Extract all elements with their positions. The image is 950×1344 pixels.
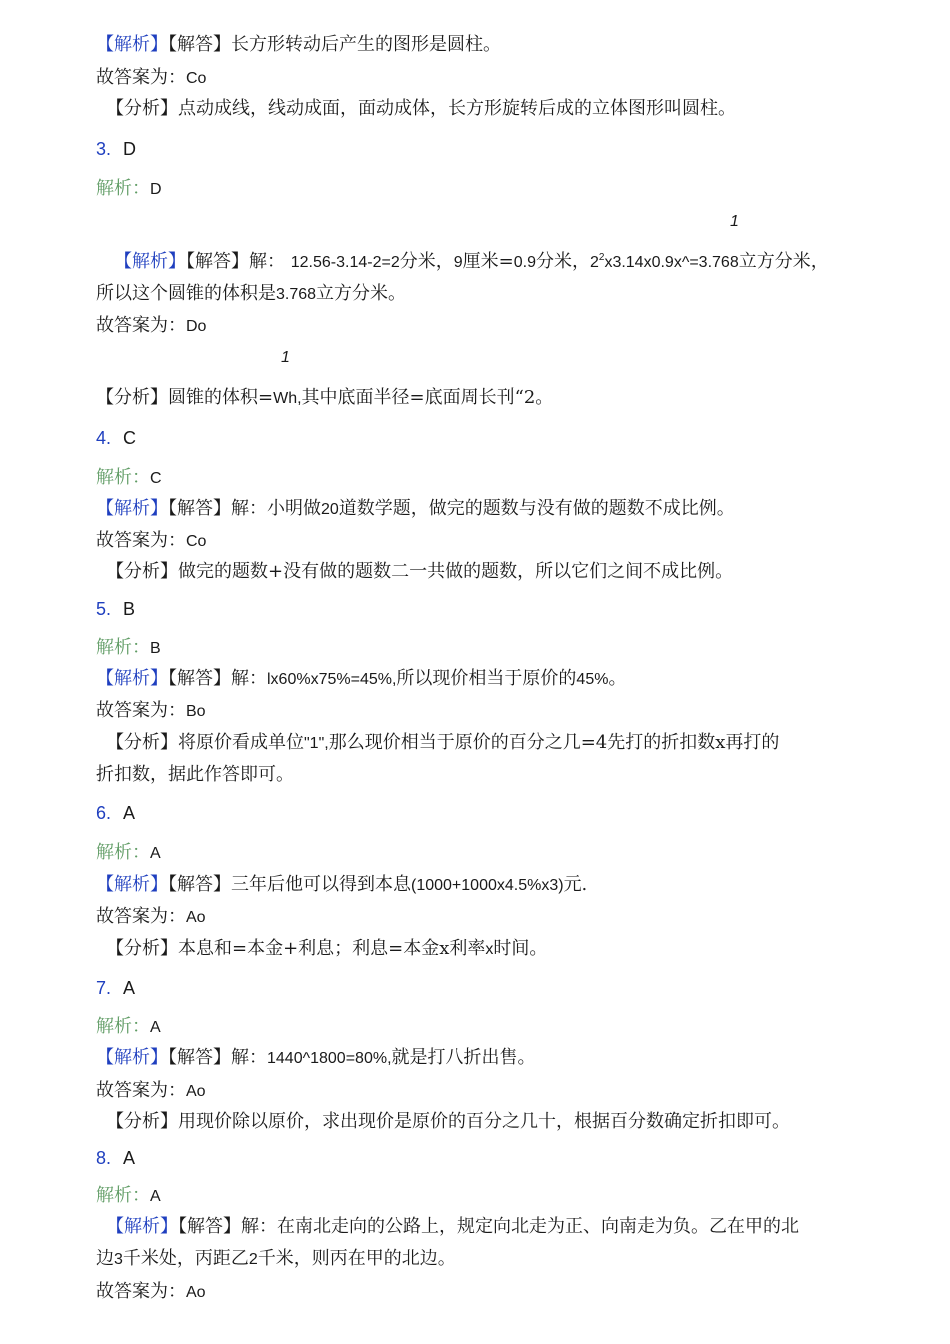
text: 元. bbox=[563, 874, 588, 895]
jiexi-value: A bbox=[150, 845, 161, 862]
question-number: 3. bbox=[96, 139, 112, 159]
q3-jieda-line2 bbox=[96, 282, 406, 307]
question-number: 8. bbox=[96, 1148, 112, 1168]
text: 道数学题，做完的题数与没有做的题数不成比例。 bbox=[338, 498, 735, 519]
q7-heading bbox=[96, 976, 135, 1001]
text: 解：在南北走向的公路上，规定向北走为正、向南走为负。乙在甲的北 bbox=[241, 1216, 799, 1237]
jiexi-tag: 【解析】 bbox=[96, 34, 168, 55]
jieda-tag: 【解答】 bbox=[178, 1216, 241, 1237]
q7-jiexi-line bbox=[96, 1015, 161, 1040]
q8-heading bbox=[96, 1146, 135, 1171]
jiexi-tag: 【解析】 bbox=[106, 1216, 178, 1237]
math-number: 0.9 bbox=[513, 254, 536, 271]
math-number: 3 bbox=[114, 1251, 123, 1268]
jiexi-label: 解析： bbox=[96, 1016, 150, 1037]
text: 千米处，丙距乙 bbox=[122, 1248, 249, 1269]
q6-answer-line bbox=[96, 905, 206, 930]
q5-jieda-line bbox=[96, 667, 626, 692]
q4-fenxi-line bbox=[106, 560, 733, 584]
math-expr: x3.14x0.9x^=3.768 bbox=[604, 254, 739, 271]
math-number: 2 bbox=[589, 254, 599, 271]
question-number: 4. bbox=[96, 428, 112, 448]
superscript: 2 bbox=[598, 252, 605, 263]
unit-text: 立方分米， bbox=[738, 251, 829, 272]
answer-value: Co bbox=[186, 533, 207, 550]
jiexi-tag: 【解析】 bbox=[96, 498, 168, 519]
q5-fenxi-line bbox=[106, 731, 779, 756]
text: 圆锥的体积= bbox=[168, 387, 274, 408]
fenxi-text: 做完的题数+没有做的题数二一共做的题数，所以它们之间不成比例。 bbox=[178, 561, 734, 582]
answer-prefix: 故答案为： bbox=[96, 700, 186, 721]
fenxi-tag: 【分析】 bbox=[106, 732, 178, 753]
fenxi-tag: 【分析】 bbox=[106, 561, 178, 582]
question-number: 7. bbox=[96, 978, 112, 998]
q8-jieda-line bbox=[106, 1215, 799, 1239]
q4-heading bbox=[96, 426, 136, 451]
jiexi-label: 解析： bbox=[96, 178, 150, 199]
answer-value: Ao bbox=[186, 909, 206, 926]
answer-value: Do bbox=[186, 318, 207, 335]
q5-fenxi-line2 bbox=[96, 763, 294, 787]
jiexi-tag: 【解析】 bbox=[96, 1047, 168, 1068]
question-answer-letter: C bbox=[123, 428, 137, 448]
jiexi-value: A bbox=[150, 1019, 161, 1036]
jiexi-tag: 【解析】 bbox=[114, 251, 186, 272]
q2-answer-line bbox=[96, 66, 206, 91]
question-number: 6. bbox=[96, 803, 112, 823]
question-number: 5. bbox=[96, 599, 112, 619]
math-expr: 1440^1800=80%, bbox=[267, 1050, 392, 1067]
jieda-tag: 【解答】 bbox=[168, 1047, 231, 1068]
jieda-tag: 【解答】 bbox=[168, 874, 231, 895]
q8-answer-line bbox=[96, 1280, 206, 1305]
q8-jiexi-line bbox=[96, 1184, 161, 1209]
fenxi-text: 用现价除以原价，求出现价是原价的百分之几十，根据百分数确定折扣即可。 bbox=[178, 1111, 790, 1132]
unit-text: 分米， bbox=[535, 251, 590, 272]
math-symbol: x bbox=[485, 941, 494, 958]
jieda-prefix: 解： bbox=[249, 251, 285, 272]
text: 将原价看成单位 bbox=[178, 732, 304, 753]
answer-prefix: 故答案为： bbox=[96, 315, 186, 336]
answer-value: Ao bbox=[186, 1284, 206, 1301]
question-answer-letter: A bbox=[123, 803, 136, 823]
jiexi-label: 解析： bbox=[96, 637, 150, 658]
q3-answer-line bbox=[96, 314, 206, 339]
jiexi-value: C bbox=[150, 470, 162, 487]
q3-jieda-line bbox=[114, 250, 829, 275]
text: 时间。 bbox=[493, 938, 548, 959]
jiexi-label: 解析： bbox=[96, 1185, 150, 1206]
q8-jieda-line2 bbox=[96, 1247, 456, 1272]
fenxi-tag: 【分析】 bbox=[106, 98, 178, 119]
math-number: 9 bbox=[453, 254, 463, 271]
fraction-numerator: 1 bbox=[281, 349, 290, 366]
q2-jieda-line bbox=[96, 33, 501, 57]
jiexi-value: D bbox=[150, 181, 162, 198]
text: 。 bbox=[608, 668, 627, 689]
text: 千米，则丙在甲的北边。 bbox=[257, 1248, 456, 1269]
q6-jiexi-line bbox=[96, 841, 161, 866]
question-answer-letter: A bbox=[123, 978, 136, 998]
q4-answer-line bbox=[96, 529, 206, 554]
q4-jiexi-line bbox=[96, 466, 162, 491]
q6-fenxi-line bbox=[106, 937, 547, 962]
answer-prefix: 故答案为： bbox=[96, 530, 186, 551]
jieda-tag: 【解答】 bbox=[168, 34, 231, 55]
q5-heading bbox=[96, 597, 135, 622]
q7-fenxi-line bbox=[106, 1110, 790, 1134]
math-number: 3.768 bbox=[276, 286, 317, 303]
q7-answer-line bbox=[96, 1079, 206, 1104]
text: 所以现价相当于原价的 bbox=[396, 668, 577, 689]
q5-answer-line bbox=[96, 699, 206, 724]
answer-prefix: 故答案为： bbox=[96, 906, 186, 927]
text: 其中底面半径=底面周长刊“2。 bbox=[301, 387, 554, 408]
fenxi-tag: 【分析】 bbox=[106, 1111, 178, 1132]
text: 解： bbox=[231, 1047, 267, 1068]
math-expr: (1000+1000x4.5%x3) bbox=[411, 877, 564, 894]
math-number: 45% bbox=[576, 671, 609, 688]
q6-heading bbox=[96, 801, 135, 826]
answer-value: Ao bbox=[186, 1083, 206, 1100]
text: 所以这个圆锥的体积是 bbox=[96, 283, 276, 304]
question-answer-letter: A bbox=[123, 1148, 136, 1168]
jiexi-label: 解析： bbox=[96, 842, 150, 863]
fraction-numerator: 1 bbox=[730, 213, 739, 230]
text: 边 bbox=[96, 1248, 114, 1269]
answer-value: Bo bbox=[186, 703, 206, 720]
jieda-tag: 【解答】 bbox=[168, 498, 231, 519]
question-answer-letter: D bbox=[123, 139, 137, 159]
q7-jieda-line bbox=[96, 1046, 536, 1071]
math-expr: lx60%x75%=45%, bbox=[267, 671, 397, 688]
q3-heading bbox=[96, 137, 136, 162]
jiexi-tag: 【解析】 bbox=[96, 668, 168, 689]
fenxi-tag: 【分析】 bbox=[96, 387, 168, 408]
jiexi-label: 解析： bbox=[96, 467, 150, 488]
jieda-tag: 【解答】 bbox=[186, 251, 249, 272]
q3-jiexi-line bbox=[96, 177, 162, 202]
q6-jieda-line bbox=[96, 873, 587, 898]
jiexi-value: A bbox=[150, 1188, 161, 1205]
text: 那么现价相当于原价的百分之几=4先打的折扣数x再打的 bbox=[328, 732, 780, 753]
question-answer-letter: B bbox=[123, 599, 136, 619]
text: 解： bbox=[231, 668, 267, 689]
text: 立方分米。 bbox=[316, 283, 407, 304]
answer-prefix: 故答案为： bbox=[96, 1281, 186, 1302]
q5-jiexi-line bbox=[96, 636, 161, 661]
answer-value: Co bbox=[186, 70, 207, 87]
fenxi-tag: 【分析】 bbox=[106, 938, 178, 959]
answer-prefix: 故答案为： bbox=[96, 1080, 186, 1101]
text: 三年后他可以得到本息 bbox=[231, 874, 411, 895]
unit-text: 分米， bbox=[399, 251, 454, 272]
text: 就是打八折出售。 bbox=[391, 1047, 536, 1068]
math-number: 2 bbox=[248, 1251, 258, 1268]
jiexi-value: B bbox=[150, 640, 161, 657]
unit-text: 厘米= bbox=[462, 251, 514, 272]
math-number: 20 bbox=[321, 501, 339, 518]
jieda-tag: 【解答】 bbox=[168, 668, 231, 689]
math-expr: Wh, bbox=[273, 390, 302, 407]
jieda-text: 长方形转动后产生的图形是圆柱。 bbox=[231, 34, 501, 55]
q4-jieda-line bbox=[96, 497, 735, 522]
text: 解：小明做 bbox=[231, 498, 321, 519]
math-expr: "1", bbox=[304, 735, 329, 752]
jiexi-tag: 【解析】 bbox=[96, 874, 168, 895]
q2-fenxi-line bbox=[106, 97, 736, 121]
q3-fenxi-line bbox=[96, 386, 553, 411]
fenxi-text: 点动成线，线动成面，面动成体，长方形旋转后成的立体图形叫圆柱。 bbox=[178, 98, 736, 119]
text: 折扣数，据此作答即可。 bbox=[96, 764, 294, 785]
text: 本息和=本金+利息；利息=本金x利率 bbox=[178, 938, 486, 959]
math-expr: 12.56-3.14-2=2 bbox=[290, 254, 400, 271]
answer-prefix: 故答案为： bbox=[96, 67, 186, 88]
